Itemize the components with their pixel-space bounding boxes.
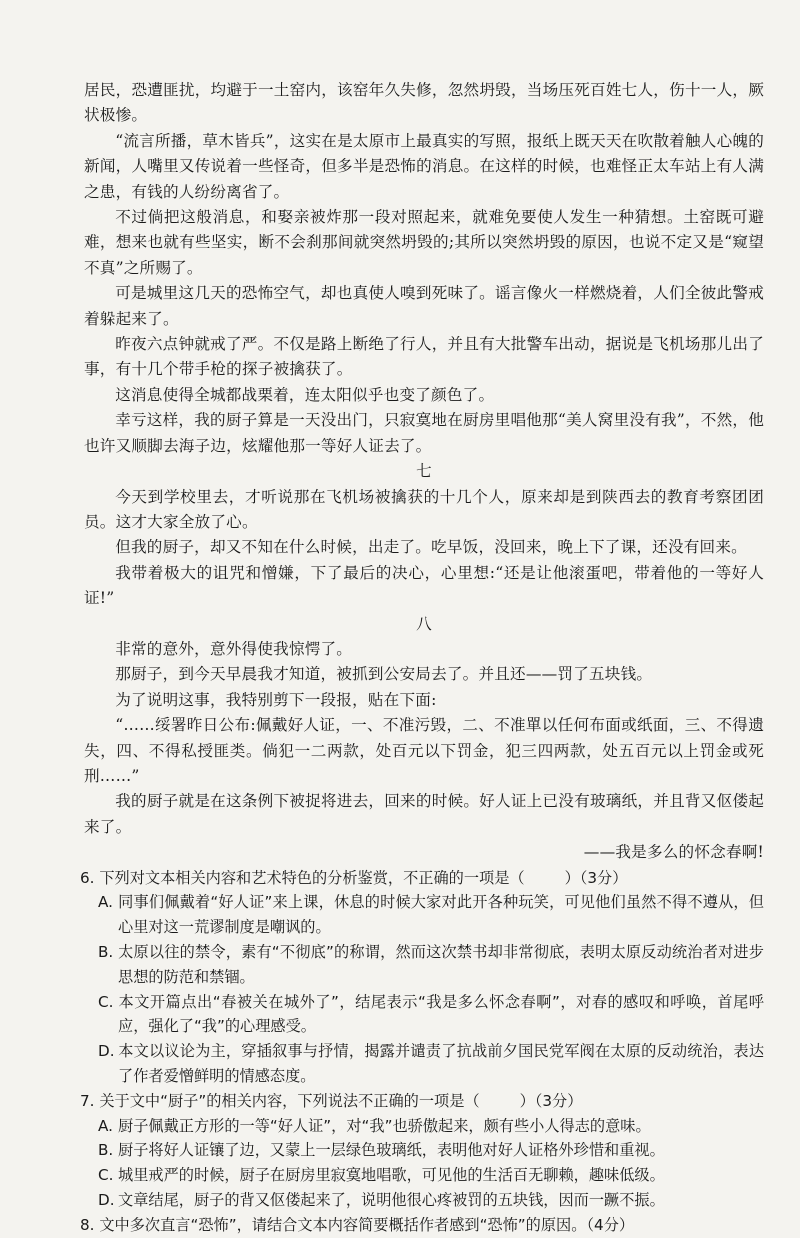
option-letter: D. (98, 1042, 115, 1061)
question-number: 8. (80, 1215, 95, 1234)
answer-paren-close: ） (519, 1091, 535, 1110)
passage-paragraph: 我的厨子就是在这条例下被捉将进去，回来的时候。好人证上已没有玻璃纸，并且背又伛偻起来了。 (84, 792, 764, 836)
passage-paragraph: 但我的厨子，却又不知在什么时候，出走了。吃早饭，没回来，晚上下了课，还没有回来。 (115, 538, 747, 557)
option-letter: B. (98, 942, 114, 961)
option-letter: C. (98, 992, 114, 1011)
option-b[interactable] (80, 1138, 764, 1163)
section-heading-eight: 八 (416, 614, 432, 633)
answer-blank[interactable] (525, 866, 565, 891)
option-b[interactable] (80, 940, 764, 990)
passage-paragraph: 昨夜六点钟就戒了严。不仅是路上断绝了行人，并且有大批警车出动，据说是飞机场那儿出了事，有十几个带手枪的探子被擒获了。 (84, 335, 764, 379)
option-text: 本文以议论为主，穿插叙事与抒情，揭露并谴责了抗战前夕国民党军阀在太原的反动统治，表达了作者爱憎鲜明的情感态度。 (118, 1042, 764, 1085)
section-heading-seven: 七 (416, 462, 432, 481)
passage-paragraph: 居民，恐遭匪扰，均避于一土窑内，该窑年久失修，忽然坍毁，当场压死百姓七人，伤十一人，厥状极惨。 (84, 81, 764, 125)
option-text: 本文开篇点出“春被关在城外了”，结尾表示“我是多么怀念春啊”，对春的感叹和呼唤，首尾呼应，强化了“我”的心理感受。 (118, 992, 764, 1036)
option-c[interactable] (80, 1163, 764, 1188)
question-6 (80, 866, 764, 1089)
option-c[interactable] (80, 990, 764, 1040)
option-text: 厨子将好人证镶了边，又蒙上一层绿色玻璃纸，表明他对好人证格外珍惜和重视。 (118, 1141, 665, 1160)
question-score: （3分） (579, 868, 628, 887)
passage-paragraph: 幸亏这样，我的厨子算是一天没出门，只寂寞地在厨房里唱他那“美人窝里没有我”，不然，他也许又顺脚去海子边，炫耀他那一等好人证去了。 (84, 411, 764, 455)
option-text: 文章结尾，厨子的背又伛偻起来了，说明他很心疼被罚的五块钱，因而一蹶不振。 (118, 1190, 665, 1209)
question-stem (80, 866, 764, 891)
option-a[interactable] (80, 1114, 764, 1139)
passage-paragraph: 今天到学校里去，才听说那在飞机场被擒获的十几个人，原来却是到陕西去的教育考察团团员。这才大家全放了心。 (84, 487, 764, 531)
option-letter: C. (98, 1166, 114, 1185)
option-d[interactable] (80, 1039, 764, 1089)
question-stem (80, 1089, 764, 1114)
answer-blank[interactable] (480, 1089, 520, 1114)
question-7 (80, 1089, 764, 1213)
option-text: 太原以往的禁令，素有“不彻底”的称谓，然而这次禁书却非常彻底，表明太原反动统治者对进步思想的防范和禁锢。 (118, 942, 764, 986)
closing-line: ——我是多么的怀念春啊! (583, 843, 764, 862)
reading-passage (84, 78, 764, 866)
question-list (80, 866, 764, 1238)
question-text: 下列对文本相关内容和艺术特色的分析鉴赏，不正确的一项是（ (99, 868, 525, 887)
question-number: 6. (80, 868, 95, 887)
question-text: 关于文中“厨子”的相关内容，下列说法不正确的一项是（ (99, 1091, 480, 1110)
passage-paragraph: 我带着极大的诅咒和憎嫌，下了最后的决心，心里想:“还是让他滚蛋吧，带着他的一等好人证!” (84, 563, 764, 608)
passage-paragraph: 可是城里这几天的恐怖空气，却也真使人嗅到死味了。谣言像火一样燃烧着，人们全彼此警戒着躲起来了。 (84, 284, 764, 328)
passage-paragraph: “流言所播，草木皆兵”，这实在是太原市上最真实的写照，报纸上既天天在吹散着触人心魄的新闻，人嘴里又传说着一些怪奇，但多半是恐怖的消息。在这样的时候，也难怪正太车站上有人满之患，有钱的人纷纷离省了。 (84, 131, 764, 201)
option-a[interactable] (80, 890, 764, 940)
question-text: 文中多次直言“恐怖”，请结合文本内容简要概括作者感到“恐怖”的原因。 (99, 1215, 587, 1234)
option-text: 同事们佩戴着“好人证”来上课，休息的时候大家对此开各种玩笑，可见他们虽然不得不遵从，但心里对这一荒谬制度是嘲讽的。 (118, 893, 764, 937)
passage-paragraph: 那厨子，到今天早晨我才知道，被抓到公安局去了。并且还——罚了五块钱。 (115, 665, 653, 684)
passage-paragraph: 不过倘把这般消息，和娶亲被炸那一段对照起来，就难免要使人发生一种猜想。土窑既可避难，想来也就有些坚实，断不会刹那间就突然坍毁的;其所以突然坍毁的原因，也说不定又是“窥望不真”之所赐了。 (84, 208, 764, 277)
passage-paragraph: 这消息使得全城都战栗着，连太阳似乎也变了颜色了。 (115, 385, 495, 404)
newspaper-quote: “……绥署昨日公布:佩戴好人证，一、不准污毁，二、不准單以任何布面或纸面，三、不得遗失，四、不得私授匪类。倘犯一二两款，处百元以下罚金，犯三四两款，处五百元以上罚金或死刑……” (84, 716, 764, 785)
option-text: 厨子佩戴正方形的一等“好人证”，对“我”也骄傲起来，颇有些小人得志的意味。 (118, 1116, 651, 1135)
option-letter: A. (98, 1116, 113, 1135)
question-stem (80, 1213, 764, 1238)
answer-paren-close: ） (564, 868, 580, 887)
option-letter: D. (98, 1190, 115, 1209)
option-d[interactable] (80, 1188, 764, 1213)
question-score: （3分） (534, 1091, 583, 1110)
passage-paragraph: 非常的意外，意外得使我惊愕了。 (115, 639, 353, 658)
question-number: 7. (80, 1091, 95, 1110)
passage-paragraph: 为了说明这事，我特别剪下一段报，贴在下面: (115, 690, 437, 709)
option-letter: B. (98, 1141, 114, 1160)
option-letter: A. (98, 893, 113, 912)
option-text: 城里戒严的时候，厨子在厨房里寂寞地唱歌，可见他的生活百无聊赖，趣味低级。 (118, 1166, 665, 1185)
question-8 (80, 1213, 764, 1238)
question-score: （4分） (586, 1215, 635, 1234)
